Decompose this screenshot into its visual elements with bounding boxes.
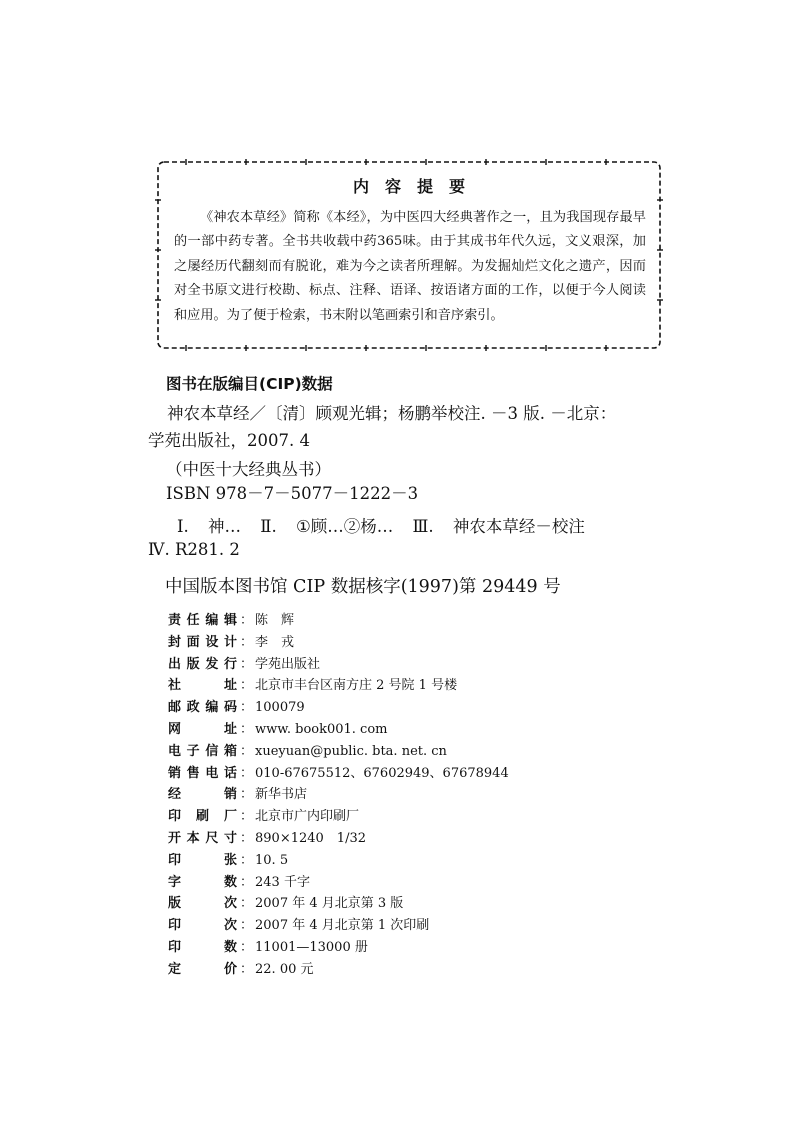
imprint-value: 22. 00 元	[255, 961, 314, 977]
imprint-label: 社址	[168, 678, 238, 694]
cip-entry-line-1: 神农本草经／〔清〕顾观光辑；杨鹏举校注. －3 版. －北京：	[167, 404, 617, 423]
imprint-label: 字数	[168, 874, 238, 890]
imprint-value: www. book001. com	[255, 721, 388, 737]
imprint-colon: ：	[240, 961, 254, 977]
imprint-value: 100079	[255, 700, 305, 716]
cip-classification: Ⅳ. R281. 2	[148, 540, 240, 559]
imprint-colon: ：	[240, 896, 254, 912]
imprint-label: 开本尺寸	[168, 830, 238, 846]
imprint-value: 学苑出版社	[255, 656, 321, 672]
cip-subject-terms: Ⅰ. 神… Ⅱ. ①顾…②杨… Ⅲ. 神农本草经－校注	[177, 517, 585, 536]
imprint-colon: ：	[240, 939, 254, 955]
imprint-row	[168, 828, 509, 850]
summary-body: 《神农本草经》简称《本经》，为中医四大经典著作之一，且为我国现存最早的一部中药专著。全书共收载中药365味。由于其成书年代久远，文义艰深，加之屡经历代翻刻而有脱讹，难为今之读者所理解。为发掘灿烂文化之遗产，因而对全书原文进行校勘、标点、注释、语译、按语诸方面的工作，以便于今人阅读和应用。为了便于检索，书末附以笔画索引和音序索引。	[174, 210, 646, 323]
imprint-table	[168, 610, 509, 981]
imprint-row	[168, 937, 509, 959]
imprint-colon: ：	[240, 874, 254, 890]
imprint-label: 出版发行	[168, 656, 238, 672]
imprint-colon: ：	[240, 830, 254, 846]
imprint-label: 电子信箱	[168, 743, 238, 759]
imprint-value: xueyuan@public. bta. net. cn	[255, 743, 447, 759]
imprint-label: 印刷厂	[168, 809, 238, 825]
imprint-label: 印张	[168, 852, 238, 868]
imprint-colon: ：	[240, 809, 254, 825]
imprint-value: 010-67675512、67602949、67678944	[255, 765, 509, 781]
imprint-value: 890×1240 1/32	[255, 830, 366, 846]
imprint-colon: ：	[240, 656, 254, 672]
imprint-value: 2007 年 4 月北京第 1 次印刷	[255, 918, 430, 934]
imprint-value: 北京市广内印刷厂	[255, 809, 360, 825]
imprint-colon: ：	[240, 852, 254, 868]
imprint-label: 邮政编码	[168, 700, 238, 716]
summary-box	[156, 160, 662, 350]
imprint-row	[168, 675, 509, 697]
imprint-colon: ：	[240, 634, 254, 650]
cip-entry-line-2: 学苑出版社，2007. 4	[148, 431, 310, 450]
imprint-label: 经销	[168, 787, 238, 803]
imprint-colon: ：	[240, 678, 254, 694]
cip-isbn: ISBN 978－7－5077－1222－3	[166, 484, 419, 503]
imprint-label: 网址	[168, 721, 238, 737]
imprint-value: 李 戎	[255, 634, 295, 650]
imprint-label: 印次	[168, 918, 238, 934]
imprint-row	[168, 806, 509, 828]
imprint-row	[168, 850, 509, 872]
imprint-row	[168, 763, 509, 785]
imprint-colon: ：	[240, 765, 254, 781]
imprint-row	[168, 872, 509, 894]
imprint-row	[168, 959, 509, 981]
cip-check-number: 中国版本图书馆 CIP 数据核字(1997)第 29449 号	[165, 577, 561, 597]
imprint-label: 封面设计	[168, 634, 238, 650]
summary-title: 内容提要	[352, 177, 481, 196]
imprint-label: 责任编辑	[168, 613, 238, 628]
imprint-colon: ：	[240, 613, 254, 628]
imprint-row	[168, 784, 509, 806]
imprint-colon: ：	[240, 700, 254, 716]
imprint-row	[168, 610, 509, 632]
imprint-value: 新华书店	[255, 787, 308, 803]
cip-heading: 图书在版编目(CIP)数据	[166, 375, 333, 393]
imprint-row	[168, 915, 509, 937]
imprint-row	[168, 654, 509, 676]
imprint-row	[168, 719, 509, 741]
imprint-value: 10. 5	[255, 852, 289, 868]
imprint-row	[168, 741, 509, 763]
imprint-label: 版次	[168, 896, 238, 912]
imprint-label: 定价	[168, 961, 238, 977]
imprint-row	[168, 632, 509, 654]
imprint-value: 243 千字	[255, 874, 310, 890]
imprint-colon: ：	[240, 743, 254, 759]
imprint-colon: ：	[240, 721, 254, 737]
imprint-label: 印数	[168, 939, 238, 955]
imprint-value: 陈 辉	[255, 613, 295, 628]
imprint-value: 11001—13000 册	[255, 939, 368, 955]
imprint-label: 销售电话	[168, 765, 238, 781]
imprint-colon: ：	[240, 787, 254, 803]
imprint-colon: ：	[240, 918, 254, 934]
cip-series: （中医十大经典丛书）	[166, 460, 331, 479]
imprint-value: 北京市丰台区南方庄 2 号院 1 号楼	[255, 678, 458, 694]
imprint-value: 2007 年 4 月北京第 3 版	[255, 896, 404, 912]
imprint-row	[168, 893, 509, 915]
imprint-row	[168, 697, 509, 719]
